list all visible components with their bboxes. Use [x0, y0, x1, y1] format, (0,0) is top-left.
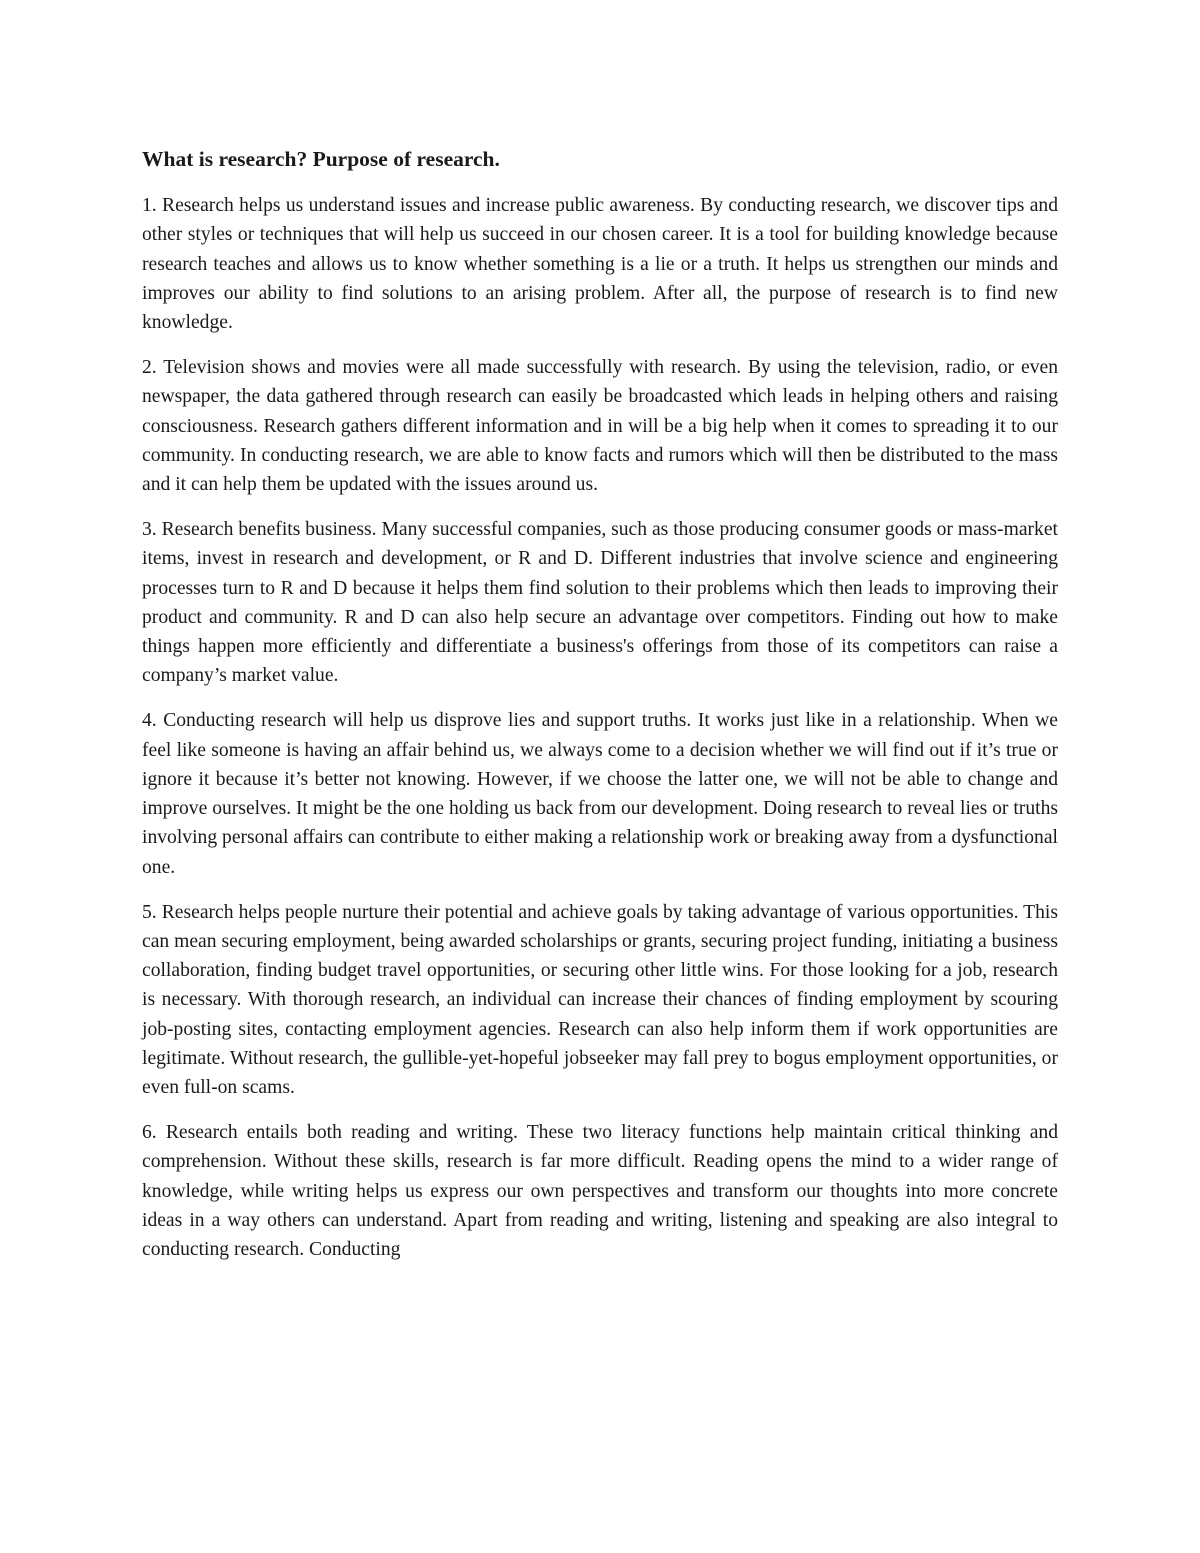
- paragraph-2: 2. Television shows and movies were all made successfully with research. By using the television, radio, or even newspaper, the data gathered through research can easily be broadcasted which leads in helping others and raising consciousness. Research gathers different information and in will be a big help when it comes to spreading it to our community. In conducting research, we are able to know facts and rumors which will then be distributed to the mass and it can help them be updated with the issues around us.: [142, 356, 1058, 496]
- paragraph-4: 4. Conducting research will help us disprove lies and support truths. It works just like in a relationship. When we feel like someone is having an affair behind us, we always come to a decision whether we will find out if it’s true or ignore it because it’s better not knowing. However, if we choose the latter one, we will not be able to change and improve ourselves. It might be the one holding us back from our development. Doing research to reveal lies or truths involving personal affairs can contribute to either making a relationship work or breaking away from a dysfunctional one.: [142, 710, 1058, 878]
- document-title: What is research? Purpose of research.: [142, 147, 500, 171]
- document-body: [142, 143, 1058, 1280]
- paragraph-1: 1. Research helps us understand issues and increase public awareness. By conducting research, we discover tips and other styles or techniques that will help us succeed in our chosen career. It is a tool for building knowledge because research teaches and allows us to know whether something is a lie or a truth. It helps us strengthen our minds and improves our ability to find solutions to an arising problem. After all, the purpose of research is to find new knowledge.: [142, 195, 1058, 334]
- paragraph-6: 6. Research entails both reading and writing. These two literacy functions help maintain critical thinking and comprehension. Without these skills, research is far more difficult. Reading opens the mind to a wider range of knowledge, while writing helps us express our own perspectives and transform our thoughts into more concrete ideas in a way others can understand. Apart from reading and writing, listening and speaking are also integral to conducting research. Conducting: [142, 1122, 1058, 1261]
- paragraph-5: 5. Research helps people nurture their potential and achieve goals by taking advantage of various opportunities. This can mean securing employment, being awarded scholarships or grants, securing project funding, initiating a business collaboration, finding budget travel opportunities, or securing other little wins. For those looking for a job, research is necessary. With thorough research, an individual can increase their chances of finding employment by scouring job-posting sites, contacting employment agencies. Research can also help inform them if work opportunities are legitimate. Without research, the gullible-yet-hopeful jobseeker may fall prey to bogus employment opportunities, or even full-on scams.: [142, 901, 1058, 1099]
- paragraph-3: 3. Research benefits business. Many successful companies, such as those producing consumer goods or mass-market items, invest in research and development, or R and D. Different industries that involve science and engineering processes turn to R and D because it helps them find solution to their problems which then leads to improving their product and community. R and D can also help secure an advantage over competitors. Finding out how to make things happen more efficiently and differentiate a business's offerings from those of its competitors can raise a company’s market value.: [142, 518, 1058, 687]
